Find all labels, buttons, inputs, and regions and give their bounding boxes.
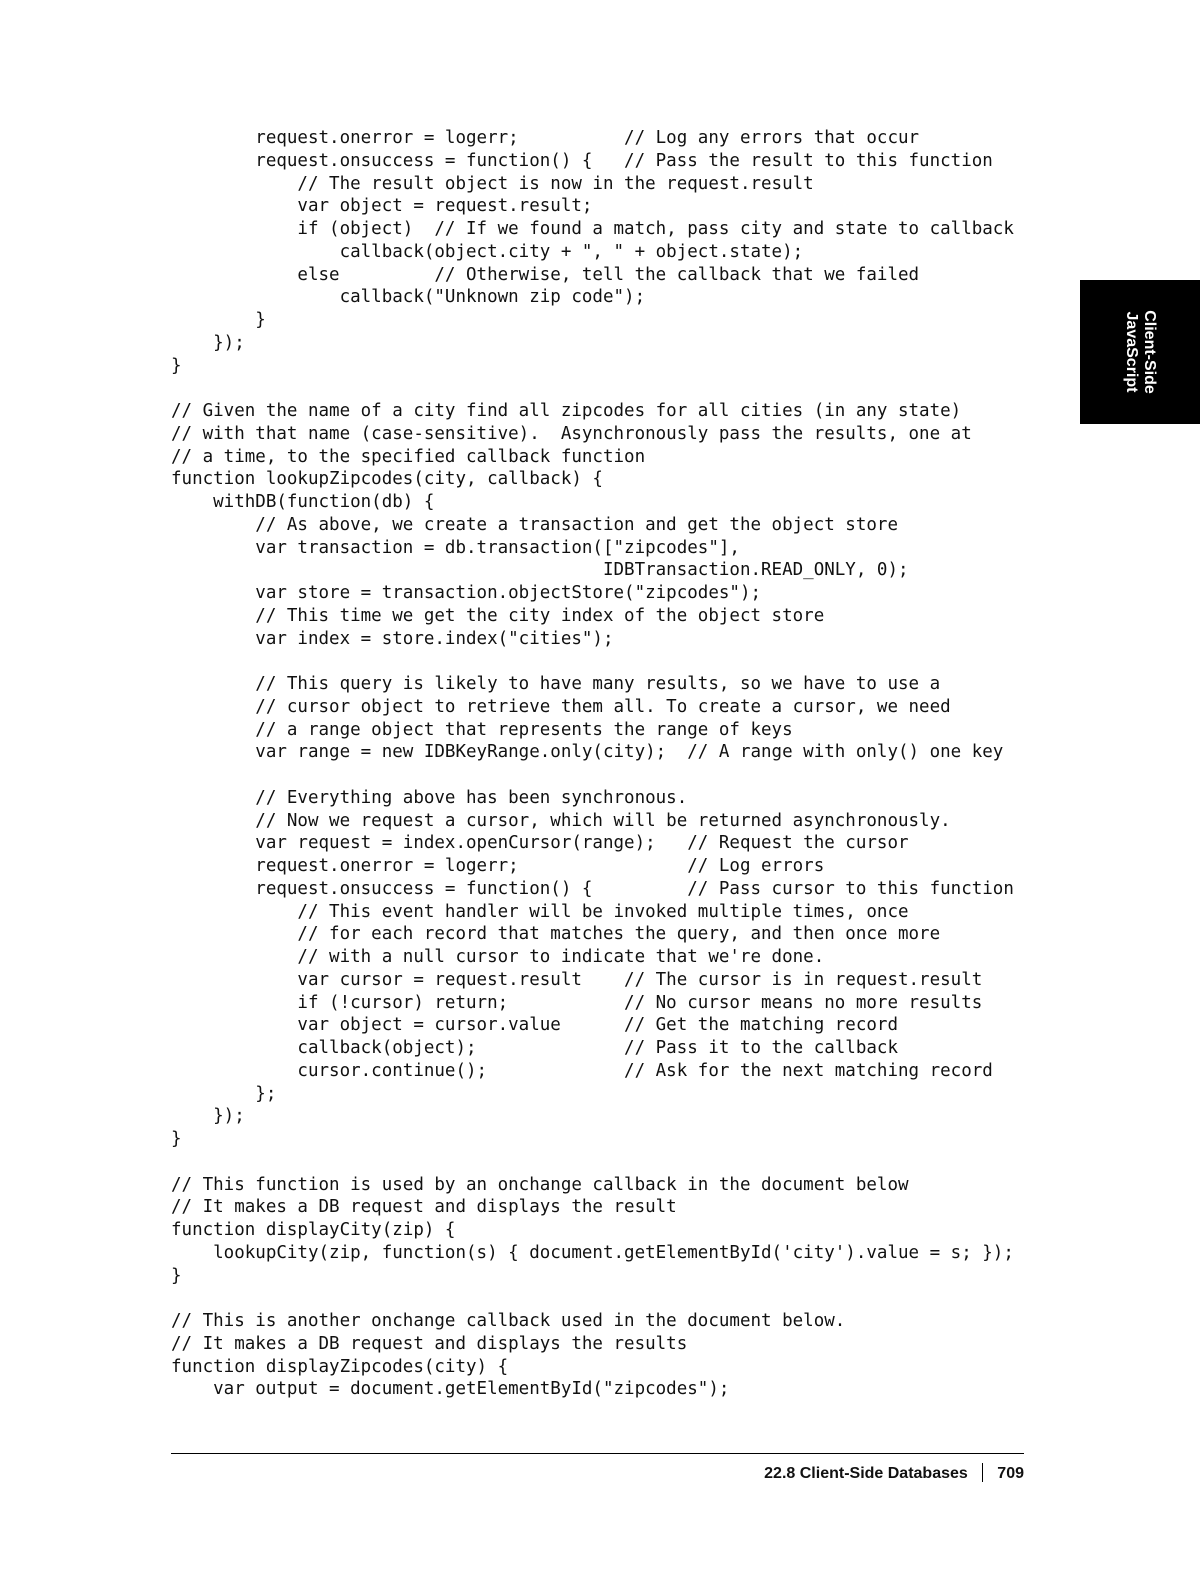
chapter-tab-line-1: Client-Side xyxy=(1141,310,1158,394)
code-line: callback(object); // Pass it to the callback xyxy=(171,1038,898,1058)
code-line: request.onsuccess = function() { // Pass the result to this function xyxy=(171,150,993,171)
code-line: // As above, we create a transaction and get the object store xyxy=(171,514,898,535)
code-line: // a range object that represents the range of keys xyxy=(171,719,793,740)
footer-section-title: 22.8 Client-Side Databases xyxy=(764,1465,968,1482)
code-line: else // Otherwise, tell the callback that we failed xyxy=(171,264,920,285)
code-line xyxy=(171,650,1014,673)
code-line: } xyxy=(171,355,182,376)
code-line xyxy=(171,377,1014,400)
code-line: // This is another onchange callback used in the document below. xyxy=(171,1311,846,1331)
code-listing xyxy=(171,127,1014,1401)
code-line: // cursor object to retrieve them all. To create a cursor, we need xyxy=(171,696,951,717)
code-line: // Given the name of a city find all zipcodes for all cities (in any state) xyxy=(171,401,962,421)
code-line: var request = index.openCursor(range); // Request the cursor xyxy=(171,833,909,854)
code-line: var cursor = request.result // The cursor is in request.result xyxy=(171,969,983,990)
code-line: }); xyxy=(171,1106,245,1127)
code-line: withDB(function(db) { xyxy=(171,492,435,512)
code-line: function displayZipcodes(city) { xyxy=(171,1356,509,1377)
code-line: function lookupZipcodes(city, callback) { xyxy=(171,469,603,490)
footer-separator xyxy=(982,1463,984,1482)
code-line: lookupCity(zip, function(s) { document.getElementById('city').value = s; }); xyxy=(171,1242,1014,1263)
code-line: // This time we get the city index of the object store xyxy=(171,605,825,626)
chapter-tab-label xyxy=(1122,310,1158,394)
code-line: // This event handler will be invoked multiple times, once xyxy=(171,901,909,922)
code-line: // The result object is now in the request.result xyxy=(171,173,814,194)
code-line: request.onerror = logerr; // Log any errors that occur xyxy=(171,128,920,148)
code-line: var transaction = db.transaction(["zipcodes"], xyxy=(171,537,740,558)
code-line: } xyxy=(171,1265,182,1286)
code-line: IDBTransaction.READ_ONLY, 0); xyxy=(171,560,909,581)
code-line: // This function is used by an onchange callback in the document below xyxy=(171,1174,909,1195)
code-line: cursor.continue(); // Ask for the next matching record xyxy=(171,1060,993,1081)
code-line: // It makes a DB request and displays the result xyxy=(171,1197,677,1218)
code-line: var index = store.index("cities"); xyxy=(171,628,614,649)
code-line: } xyxy=(171,1129,182,1149)
code-line: }; xyxy=(171,1083,277,1104)
code-line: // It makes a DB request and displays the results xyxy=(171,1333,688,1354)
footer-rule xyxy=(171,1453,1024,1454)
code-line: if (object) // If we found a match, pass city and state to callback xyxy=(171,219,1014,239)
code-line: // with a null cursor to indicate that we're done. xyxy=(171,947,825,967)
code-line: } xyxy=(171,310,266,330)
page-footer xyxy=(764,1463,1024,1483)
chapter-tab xyxy=(1080,280,1200,424)
code-line: // with that name (case-sensitive). Asynchronously pass the results, one at xyxy=(171,423,972,444)
code-line: if (!cursor) return; // No cursor means no more results xyxy=(171,992,983,1013)
page-number: 709 xyxy=(997,1465,1024,1482)
code-line: // a time, to the specified callback function xyxy=(171,446,646,467)
code-line: }); xyxy=(171,332,245,353)
code-line: callback("Unknown zip code"); xyxy=(171,287,646,308)
code-line: var store = transaction.objectStore("zipcodes"); xyxy=(171,583,762,603)
code-line: function displayCity(zip) { xyxy=(171,1220,456,1240)
code-line: request.onsuccess = function() { // Pass cursor to this function xyxy=(171,878,1014,899)
code-line: // This query is likely to have many results, so we have to use a xyxy=(171,674,941,694)
code-line: // Everything above has been synchronous. xyxy=(171,787,688,808)
code-line xyxy=(171,1287,1014,1310)
code-line: var range = new IDBKeyRange.only(city); // A range with only() one key xyxy=(171,742,1004,763)
code-line: var object = request.result; xyxy=(171,196,593,217)
chapter-tab-line-2: JavaScript xyxy=(1123,311,1140,393)
code-line: request.onerror = logerr; // Log errors xyxy=(171,856,825,876)
code-line: var object = cursor.value // Get the matching record xyxy=(171,1015,898,1036)
code-line xyxy=(171,1151,1014,1174)
code-line xyxy=(171,764,1014,787)
code-line: // Now we request a cursor, which will be returned asynchronously. xyxy=(171,810,951,831)
code-line: callback(object.city + ", " + object.state); xyxy=(171,241,804,262)
code-line: // for each record that matches the query, and then once more xyxy=(171,924,941,945)
code-line: var output = document.getElementById("zipcodes"); xyxy=(171,1379,730,1400)
